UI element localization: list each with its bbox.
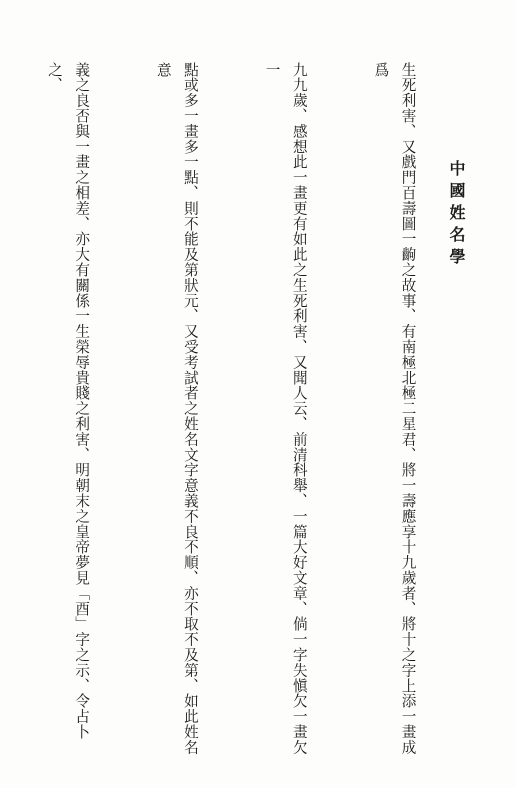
text-column: 生死利害、又戲門百壽圖一齣之故事、有南極北極二星君、將一壽應享十九歲者、將十之字上添一畫成爲 xyxy=(372,62,417,755)
text-column: 點或多一畫多一點、則不能及第狀元、又受考試者之姓名文字意義不良不順、亦不取不及第、如此姓名意 xyxy=(154,62,199,755)
text-column: 義之良否與一畫之相差、亦大有關係一生榮辱貴賤之利害、明朝末之皇帝夢見「酉」字之示、令占卜之、 xyxy=(45,62,91,740)
running-header-title: 中國姓名學 xyxy=(447,160,466,270)
body-text xyxy=(26,62,476,762)
text-column: 九九歲、感想此一畫更有如此之生死利害、又聞人云、前清科舉、一篇大好文章、倘一字失愼欠一畫欠一 xyxy=(263,62,308,755)
